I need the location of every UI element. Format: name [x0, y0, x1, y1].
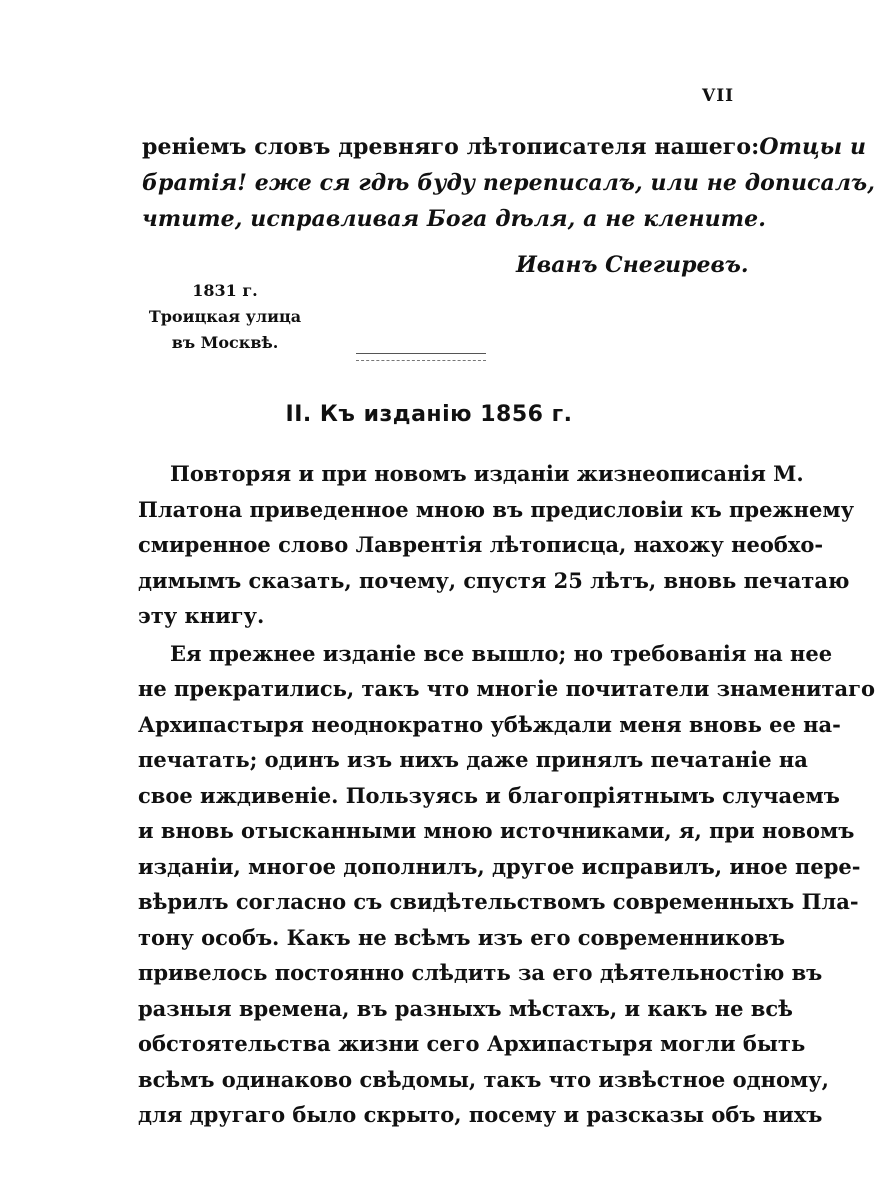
- previous-section-italic-quote: Отцы и: [759, 134, 867, 160]
- previous-section-line: [142, 129, 867, 165]
- text-line: не прекратились, такъ что многіе почитатели знаменитаго: [138, 676, 875, 701]
- text-line: димымъ сказать, почему, спустя 25 лѣтъ, вновь печатаю: [138, 567, 850, 593]
- section-body: [138, 456, 875, 1133]
- date-line: 1831 г.: [192, 281, 258, 300]
- text-line: тону особъ. Какъ не всѣмъ изъ его современниковъ: [138, 924, 785, 950]
- text-line: эту книгу.: [138, 603, 265, 628]
- text-line: Архипастыря неоднократно убѣждали меня вновь ее на-: [138, 711, 841, 737]
- text-line: Повторяя и при новомъ изданіи жизнеописанія М.: [170, 461, 804, 486]
- text-line: Платона приведенное мною въ предисловіи къ прежнему: [138, 496, 855, 522]
- previous-section-line: [142, 201, 766, 237]
- text-line: обстоятельства жизни сего Архипастыря могли быть: [138, 1031, 806, 1056]
- text-line: и вновь отысканными мною источниками, я, при новомъ: [138, 818, 855, 843]
- paragraph: [138, 456, 855, 634]
- street-line: Троицкая улица: [148, 307, 302, 326]
- previous-section-italic-quote: братія! еже ся гдѣ буду переписалъ, или не дописалъ,: [142, 170, 875, 196]
- section-heading: II. Къ изданію 1856 г.: [285, 402, 573, 427]
- text-line: Ея прежнее изданіе все вышло; но требованія на нее: [170, 640, 833, 666]
- text-line: свое иждивеніе. Пользуясь и благопріятнымъ случаемъ: [138, 782, 840, 808]
- city-line: въ Москвѣ.: [171, 333, 279, 352]
- text-line: для другаго было скрыто, посему и разсказы объ нихъ: [138, 1102, 823, 1127]
- text-line: печатать; одинъ изъ нихъ даже принялъ печатаніе на: [138, 747, 808, 772]
- place-date-block: [140, 278, 310, 356]
- text-line: привелось постоянно слѣдить за его дѣятельностію въ: [138, 960, 823, 985]
- previous-section-plain-text: реніемъ словъ древняго лѣтописателя нашего:: [142, 134, 760, 160]
- section-divider: [356, 353, 486, 361]
- author-signature: Иванъ Снегиревъ.: [516, 252, 749, 278]
- previous-section-italic-quote: чтите, исправливая Бога дѣля, а не клените.: [142, 206, 766, 232]
- paragraph: [138, 636, 875, 1133]
- previous-section-line: [142, 165, 875, 201]
- previous-section-ending: [142, 129, 875, 237]
- text-line: изданіи, многое дополнилъ, другое исправилъ, иное пере-: [138, 853, 861, 879]
- text-line: разныя времена, въ разныхъ мѣстахъ, и какъ не всѣ: [138, 995, 793, 1021]
- text-line: смиренное слово Лаврентія лѣтописца, нахожу необхо-: [138, 532, 824, 557]
- text-line: вѣрилъ согласно съ свидѣтельствомъ современныхъ Пла-: [138, 889, 859, 914]
- text-line: всѣмъ одинаково свѣдомы, такъ что извѣстное одному,: [138, 1066, 829, 1092]
- page-number: VII: [702, 86, 735, 106]
